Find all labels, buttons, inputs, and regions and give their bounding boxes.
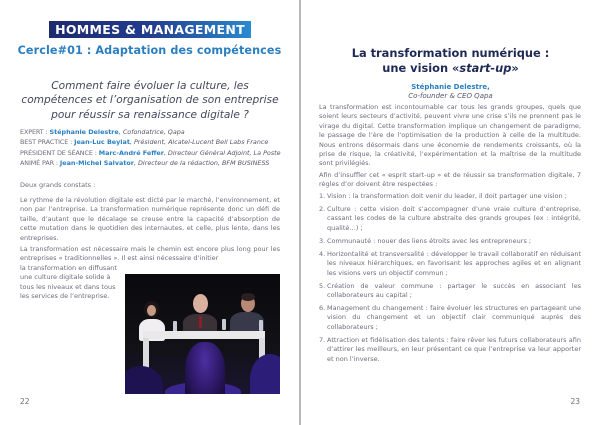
participant-name: Jean-Luc Beylat <box>74 138 130 147</box>
rule-text: Culture : cette vision doit s’accompagner d’une vraie culture d’entreprise, cassant les codes de la culture abstraite des grands groupes (ex : intégrité, qualité…) ; <box>327 205 581 232</box>
participant-moderator <box>20 158 300 168</box>
title-emphasis: start-up <box>459 61 512 75</box>
panelist-center-head <box>193 294 208 313</box>
role-label: BEST PRACTICE : <box>20 138 75 147</box>
rule-item <box>319 336 581 364</box>
rule-number: 4. <box>319 249 326 258</box>
rule-item <box>319 250 581 278</box>
golden-rules-list <box>319 192 581 368</box>
rule-text: Management du changement : faire évoluer les structures en partageant une vision du changement et un objectif clair communiqué auprès des collaborateurs ; <box>327 304 581 331</box>
cercle-title: Cercle#01 : Adaptation des compétences <box>17 44 282 57</box>
panel-table <box>143 331 265 339</box>
participant-name: Jean-Michel Salvator <box>59 159 134 168</box>
panelist-woman-face <box>147 305 156 316</box>
rule-number: 2. <box>319 205 326 213</box>
rule-item <box>319 304 581 332</box>
paragraph-2: La transformation est nécessaire mais le chemin est encore plus long pour les entreprises « traditionnelles ». Il est ainsi nécessaire d’initier <box>20 245 280 263</box>
right-page <box>301 0 600 425</box>
participants-list <box>20 127 300 169</box>
participant-description: , Président, Alcatel-Lucent Bell Labs France <box>129 138 269 147</box>
author-block <box>301 83 600 102</box>
title-suffix: » <box>511 61 519 75</box>
intro-text: Deux grands constats : <box>20 181 96 189</box>
title-line-1: La transformation numérique : <box>351 46 550 60</box>
participant-name: Stéphanie Delestre <box>49 128 119 136</box>
rule-item <box>319 282 581 301</box>
rule-number: 6. <box>319 304 326 313</box>
article-paragraph-2: Afin d’insuffler cet « esprit start-up » et de réussir sa transformation digitale, 7 règles d’or doivent être respectées : <box>319 171 581 189</box>
rule-item <box>319 237 581 246</box>
panelist-center-tie <box>199 316 202 328</box>
water-bottle <box>222 319 226 330</box>
rule-text: Communauté : nouer des liens étroits avec les entrepreneurs ; <box>327 236 532 245</box>
paragraph-2-continued: la transformation en diffusant une culture digitale solide à tous les niveaux et dans tous les services de l’entreprise. <box>20 264 117 301</box>
rule-number: 1. <box>319 192 326 200</box>
page-number-left: 22 <box>20 397 30 406</box>
audience-silhouette <box>185 342 225 394</box>
rule-number: 3. <box>319 236 326 245</box>
participant-description: , Directeur de la rédaction, BFM BUSINESS <box>133 159 270 168</box>
rule-text: Attraction et fidélisation des talents : faire rêver les futurs collaborateurs afin d’attirer les meilleurs, en leur présentant ce que l’entreprise va leur apporter et non l’inverse. <box>327 335 581 363</box>
left-page <box>0 0 299 425</box>
participant-expert <box>20 127 300 137</box>
key-question: Comment faire évoluer la culture, les compétences et l’organisation de son entreprise pour réussir sa renaissance digitale ? <box>21 80 279 121</box>
rule-item <box>319 205 581 233</box>
participant-name: Marc-André Feffer <box>98 148 164 157</box>
panelist-right-hair <box>241 293 255 301</box>
article-paragraph-1: La transformation est incontournable car tous les grands groupes, quels que soient leurs secteurs d’activité, peuvent vivre une crise s’ils ne prennent pas le virage du digital. Cette transformation implique un changement de paradigme, le passage de l’ère de l’optimisation de la production à celle de la multitude. Nous entrons désormais dans une économie de rendements croissants, où la prise de risque, la créativité, l’expérimentation et la maîtrise de la multitude sont privilégiés. <box>319 103 581 168</box>
water-bottle <box>259 320 263 331</box>
rule-number: 5. <box>319 281 326 290</box>
panel-photo <box>125 274 280 394</box>
article-title <box>301 46 600 76</box>
participant-best-practice <box>20 137 300 147</box>
author-role: Co-founder & CEO Qapa <box>408 92 493 101</box>
page-number-right: 23 <box>570 397 580 406</box>
rule-number: 7. <box>319 335 326 344</box>
table-leg <box>143 338 149 368</box>
paragraph-1: Le rythme de la révolution digitale est dicté par le marché, l’environnement, et non par l’entreprise. La transformation numérique représente donc un défi de taille, d’autant que le décalage se creuse entre la capacité d’absorption de cette mutation dans le quotidien des internautes, et celle, plus lente, dans les entreprises. <box>20 196 280 242</box>
role-label: ANIMÉ PAR : <box>20 159 60 168</box>
participant-description: , Cofondatrice, Qapa <box>118 128 185 136</box>
title-line-2 <box>301 61 600 76</box>
participant-president <box>20 148 300 158</box>
participant-description: , Directeur Général Adjoint, La Poste <box>163 148 281 157</box>
role-label: PRÉSIDENT DE SÉANCE : <box>20 148 99 157</box>
title-prefix: une vision « <box>382 61 460 75</box>
rule-item <box>319 192 581 201</box>
author-name: Stéphanie Delestre, <box>411 83 490 91</box>
section-banner: HOMMES & MANAGEMENT <box>49 21 251 38</box>
rule-text: Création de valeur commune : partager le succès en associant les collaborateurs au capital ; <box>327 281 581 300</box>
role-label: EXPERT : <box>20 128 50 136</box>
rule-text: Vision : la transformation doit venir du leader, il doit partager une vision ; <box>327 192 567 200</box>
rule-text: Horizontalité et transversalité : développer le travail collaboratif en réduisant les niveaux hiérarchiques, en favorisant les approches agiles et en alignant les visions vers un objectif commun ; <box>327 249 581 277</box>
